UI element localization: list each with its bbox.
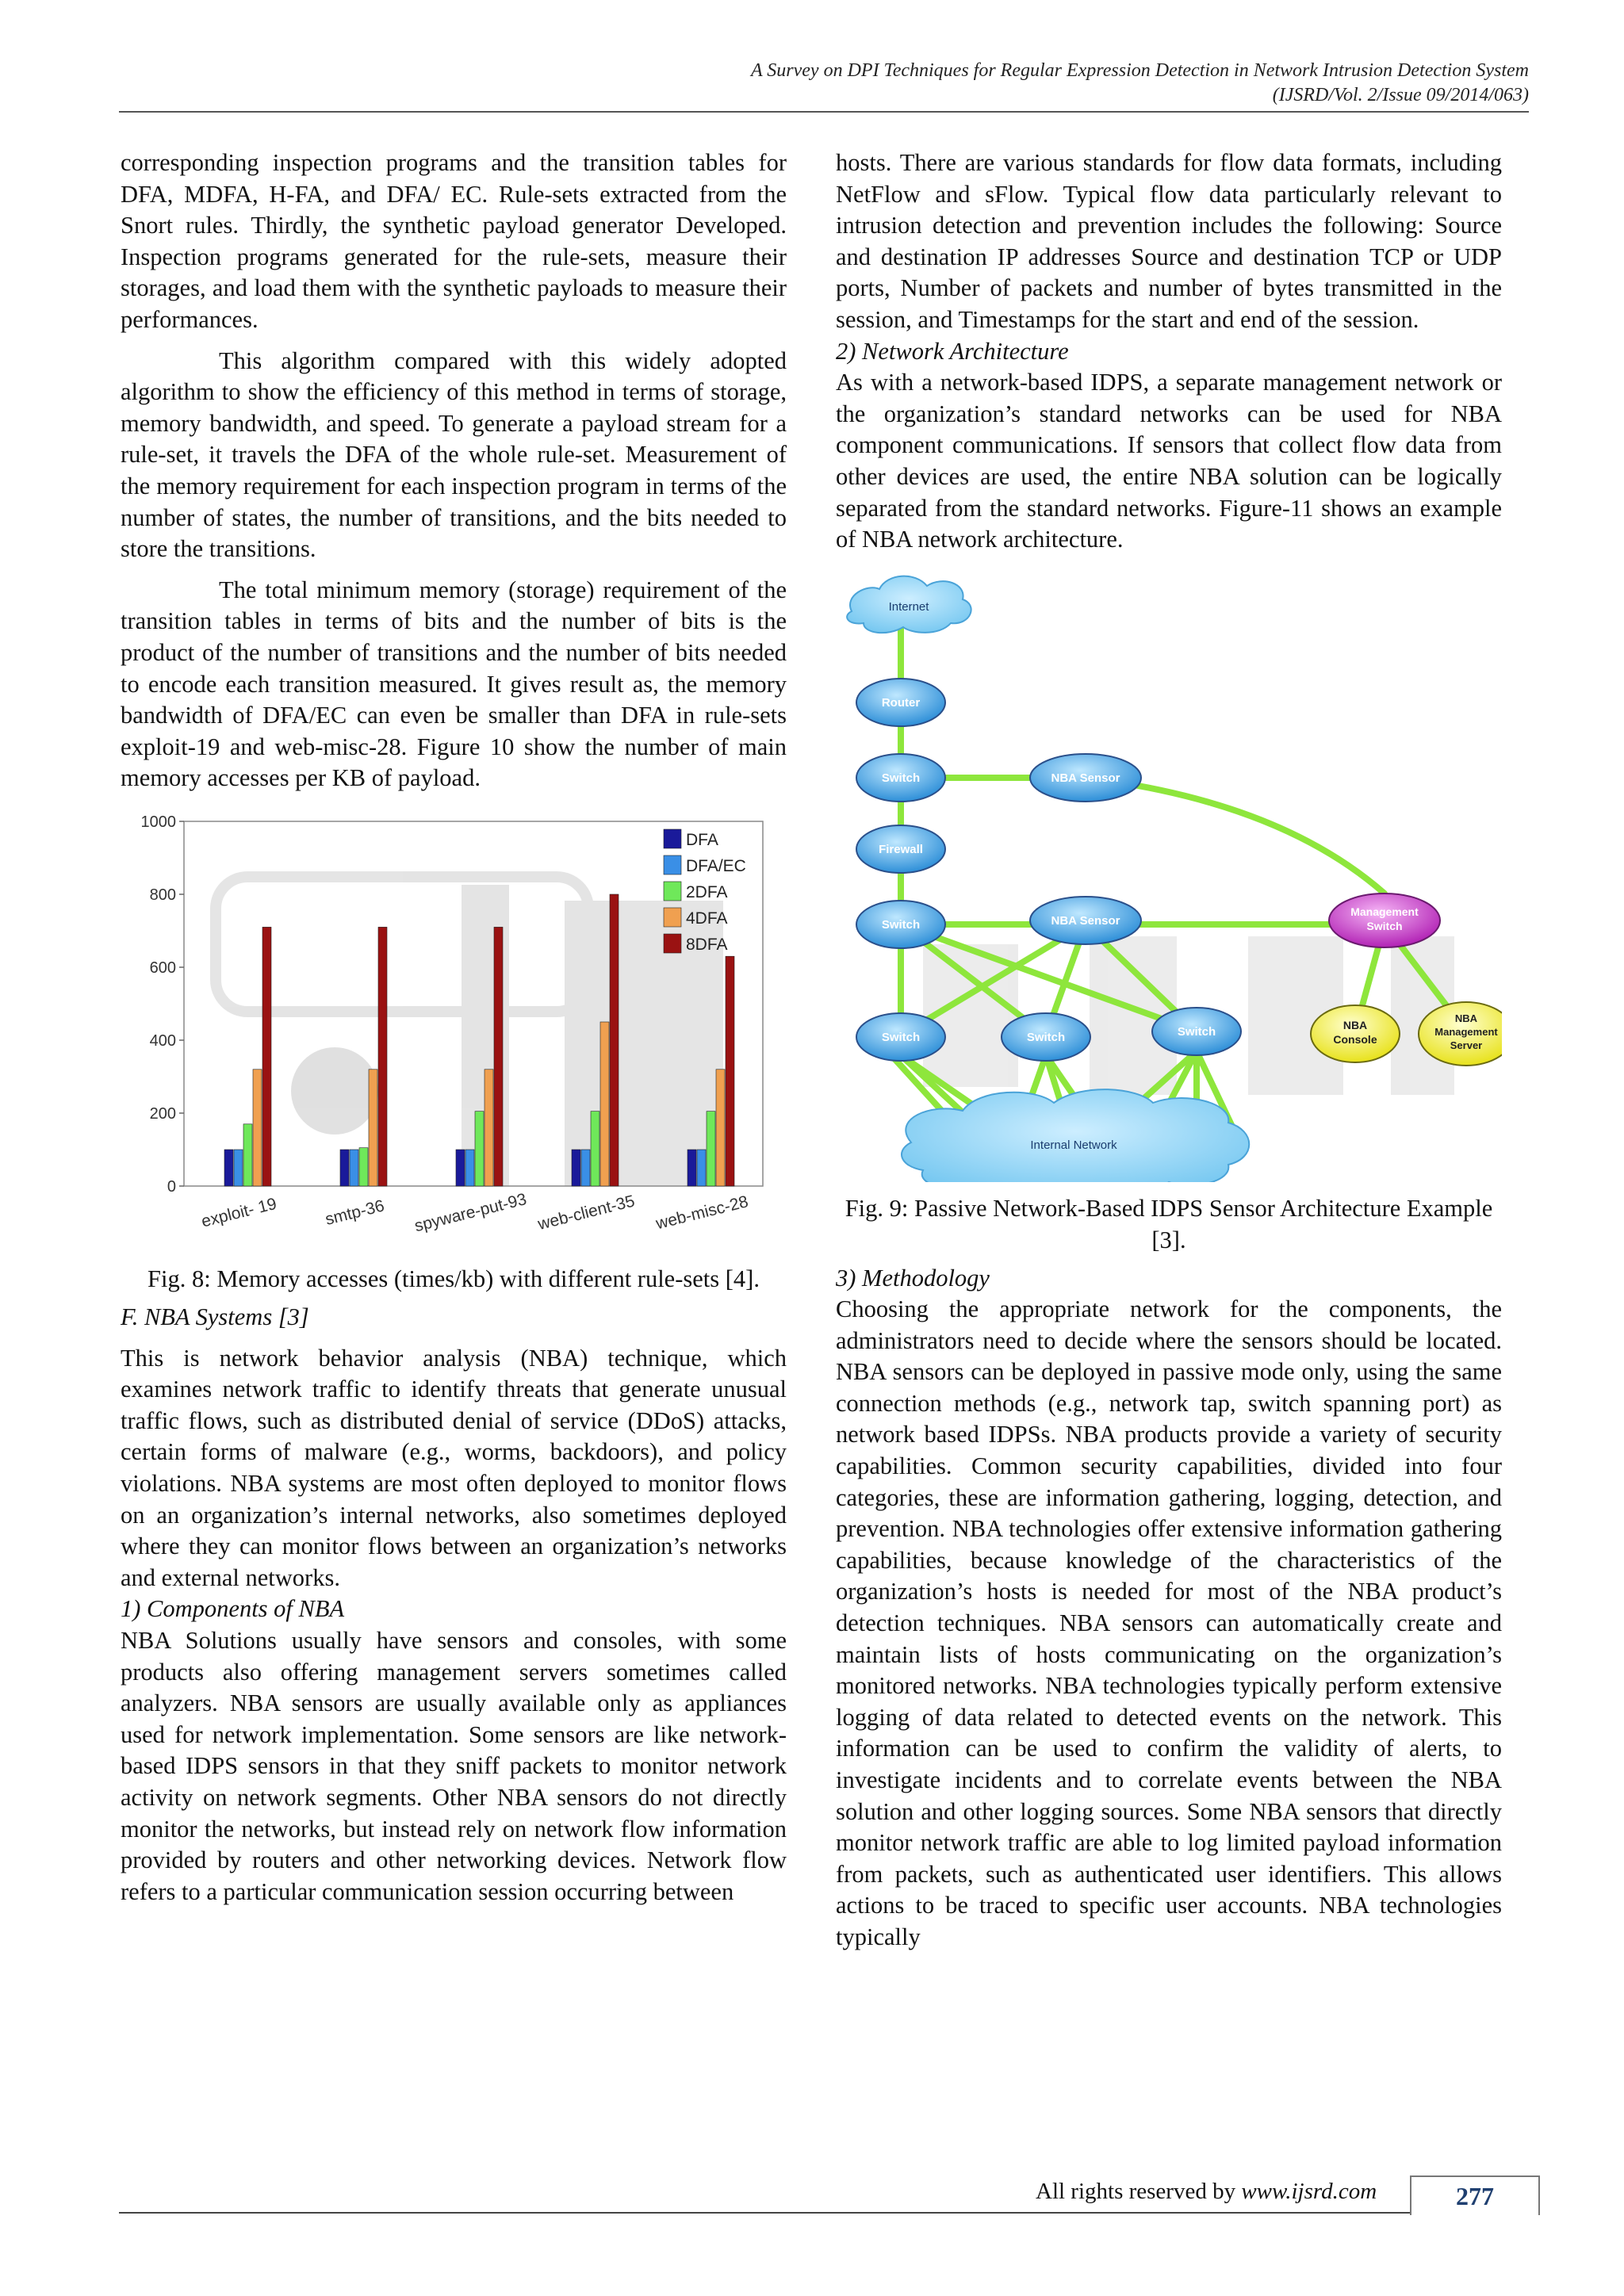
footer-site-link[interactable]: www.ijsrd.com: [1241, 2179, 1377, 2204]
left-column: [121, 147, 787, 1908]
y-tick-label: 800: [149, 886, 176, 904]
subsection-heading: 1) Components of NBA: [121, 1595, 345, 1623]
internet-cloud: [847, 576, 971, 633]
subsection-heading: 2) Network Architecture: [836, 337, 1069, 365]
internet-label: Internet: [888, 599, 929, 614]
x-category-label: smtp-36: [323, 1196, 387, 1229]
switch-label: Switch: [1177, 1024, 1216, 1039]
bar-4dfa: [600, 1022, 609, 1186]
switch-node-bottom-3: [1152, 1008, 1241, 1055]
paragraph: NBA Solutions usually have sensors and consoles, with some products also offering management servers sometimes called analyzers. NBA sensors are usually available only as appliances used for network implementation. Some sensors are like network-based IDPS sensors in that they sniff packets to monitor network activity on network segments. Other NBA sensors do not directly monitor the networks, but instead rely on network flow information provided by routers and other networking devices. Network flow refers to a particular communication session occurring between: [121, 1627, 787, 1905]
nba-sensor-node-top: [1030, 754, 1141, 802]
bar-dfa-ec: [581, 1150, 590, 1186]
nba-server-label: Server: [1450, 1039, 1483, 1051]
bar-4dfa: [369, 1070, 377, 1186]
legend-swatch: [664, 908, 681, 927]
legend-label: DFA: [686, 830, 718, 849]
paragraph: Choosing the appropriate network for the components, the administrators need to decide where the sensors should be located. NBA sensors can be deployed in passive mode only, using the same connection methods (e.g., network tap, switch spanning port) as network based IDPSs. NBA products provide a variety of security capabilities. Common security capabilities, divided into four categories, these are information gathering, logging, detection, and prevention. NBA technologies offer extensive information gathering capabilities, because knowledge of the characteristics of the organization’s hosts is needed for most of the NBA product’s detection techniques. NBA sensors can automatically create and maintain lists of hosts communicating on the organization’s monitored networks. NBA technologies typically perform extensive logging of data related to detected events on the network. This information can be used to confirm the validity of alerts, to investigate incidents and to correlate events between the NBA solution and other logging sources. Some NBA sensors that directly monitor network traffic are able to log limited payload information from packets, such as authenticated user identifiers. This allows actions to be traced to specific user accounts. NBA technologies typically: [836, 1295, 1502, 1950]
bar-dfa-ec: [697, 1150, 706, 1186]
bar-dfa: [572, 1150, 580, 1186]
section-heading-f: F. NBA Systems [3]: [121, 1303, 309, 1331]
legend-label: DFA/EC: [686, 856, 746, 875]
y-tick-label: 600: [149, 959, 176, 977]
switch-label: Switch: [881, 917, 921, 932]
firewall-node: [856, 825, 945, 873]
nba-sensor-label: NBA Sensor: [1051, 913, 1120, 928]
bar-4dfa: [485, 1070, 493, 1186]
y-tick-label: 200: [149, 1104, 176, 1123]
nba-network-diagram: [836, 564, 1502, 1182]
firewall-label: Firewall: [879, 842, 923, 856]
x-category-label: spyware-put-93: [412, 1189, 529, 1236]
figure-8: [121, 806, 787, 1258]
footer-rights-text: All rights reserved by: [1036, 2179, 1236, 2204]
header-rule: [119, 111, 1529, 113]
x-category-label: web-misc-28: [653, 1192, 750, 1234]
switch-label: Switch: [881, 771, 921, 785]
bar-8dfa: [378, 927, 387, 1186]
bar-2dfa: [359, 1148, 368, 1186]
bar-2dfa: [243, 1124, 252, 1186]
bar-8dfa: [610, 894, 619, 1186]
switch-node-bottom-2: [1002, 1013, 1090, 1061]
bar-4dfa: [253, 1070, 262, 1186]
x-category-label: web-client-35: [536, 1192, 637, 1234]
nba-server-label: NBA: [1454, 1012, 1478, 1024]
y-tick-label: 0: [167, 1177, 176, 1196]
paragraph: This is network behavior analysis (NBA) technique, which examines network traffic to identify threats that generate unusual traffic flows, such as distributed denial of service (DDoS) attacks, certain forms of malware (e.g., worms, backdoors), and policy violations. NBA systems are most often deployed to monitor flows on an organization’s internal networks, also sometimes deployed where they can monitor flows between an organization’s networks and external networks.: [121, 1344, 787, 1591]
router-node: [856, 679, 945, 726]
legend-swatch: [664, 829, 681, 848]
legend-label: 4DFA: [686, 909, 728, 928]
management-switch-node: [1329, 894, 1440, 947]
header-title: A Survey on DPI Techniques for Regular Expression Detection in Network Intrusion Detection System: [751, 60, 1529, 81]
nba-console-node: [1311, 1005, 1400, 1062]
legend-label: 8DFA: [686, 935, 728, 954]
bar-4dfa: [716, 1070, 725, 1186]
management-switch-label: Management: [1350, 905, 1419, 918]
legend-swatch: [664, 855, 681, 874]
bar-dfa-ec: [234, 1150, 243, 1186]
switch-label: Switch: [881, 1030, 921, 1044]
legend-label: 2DFA: [686, 882, 728, 901]
bar-2dfa: [707, 1112, 715, 1186]
bar-2dfa: [591, 1112, 599, 1186]
y-tick-label: 1000: [140, 813, 176, 831]
bar-dfa: [456, 1150, 465, 1186]
bar-dfa: [224, 1150, 233, 1186]
nba-sensor-node-mid: [1030, 897, 1141, 944]
header-journal: (IJSRD/Vol. 2/Issue 09/2014/063): [1272, 85, 1529, 105]
footer-rights: [1036, 2179, 1377, 2205]
bar-dfa: [688, 1150, 696, 1186]
nba-sensor-label: NBA Sensor: [1051, 771, 1120, 785]
nba-server-label: Management: [1434, 1025, 1498, 1038]
paragraph: This algorithm compared with this widely adopted algorithm to show the efficiency of this method in terms of storage, memory bandwidth, and speed. To generate a payload stream for a rule-set, it travels the DFA of the whole rule-set. Measurement of the memory requirement for each inspection program in terms of the number of states, the number of transitions, and the bits needed to store the transitions.: [121, 346, 787, 563]
nba-console-label: Console: [1333, 1032, 1377, 1046]
paragraph: corresponding inspection programs and the transition tables for DFA, MDFA, H-FA, and DFA/ EC. Rule-sets extracted from the Snort rules. Thirdly, the synthetic payload generator Developed. Inspection programs generated for the rule-sets, measure their storages, and load them with the synthetic payloads to measure their performances.: [121, 149, 787, 333]
nba-console-label: NBA: [1342, 1018, 1368, 1031]
figure-9-caption: Fig. 9: Passive Network-Based IDPS Sensor Architecture Example [3].: [845, 1195, 1493, 1253]
x-category-label: exploit- 19: [199, 1194, 279, 1231]
switch-node-mid: [856, 901, 945, 948]
y-tick-label: 400: [149, 1031, 176, 1050]
paragraph: hosts. There are various standards for flow data formats, including NetFlow and sFlow. Typical flow data particularly relevant to intrusion detection and prevention includes the following: Source and destination IP addresses Source and destination TCP or UDP ports, Number of packets and number of bytes transmitted in the session, and Timestamps for the start and end of the session.: [836, 149, 1502, 333]
bar-8dfa: [726, 956, 734, 1186]
switch-label: Switch: [1026, 1030, 1066, 1044]
bar-dfa-ec: [350, 1150, 358, 1186]
ijsrd-watermark: [216, 877, 723, 1186]
internal-network-label: Internal Network: [1030, 1138, 1117, 1152]
running-header: [751, 59, 1529, 108]
page-number: 277: [1410, 2175, 1540, 2215]
switch-node-bottom-1: [856, 1013, 945, 1061]
subsection-heading: 3) Methodology: [836, 1264, 990, 1292]
legend-swatch: [664, 882, 681, 901]
paragraph: As with a network-based IDPS, a separate management network or the organization’s standard networks can be used for NBA component communications. If sensors that collect flow data from other devices are used, the entire NBA solution can be logically separated from the standard networks. Figure-11 shows an example of NBA network architecture.: [836, 369, 1502, 553]
router-label: Router: [881, 695, 921, 710]
bar-8dfa: [262, 927, 271, 1186]
bar-dfa-ec: [465, 1150, 474, 1186]
bar-8dfa: [494, 927, 503, 1186]
memory-access-bar-chart: [121, 806, 787, 1249]
figure-8-caption: Fig. 8: Memory accesses (times/kb) with different rule-sets [4].: [147, 1265, 760, 1293]
right-column: [836, 147, 1502, 1954]
footer-rule: [119, 2212, 1529, 2214]
nba-management-server-node: [1419, 1002, 1502, 1066]
bar-dfa: [340, 1150, 349, 1186]
paragraph: The total minimum memory (storage) requirement of the transition tables in terms of bits and the number of bits is the product of the number of transitions and the number of bits needed to encode each transition measured. It gives result as, the memory bandwidth of DFA/EC can even be smaller than DFA in rule-sets exploit-19 and web-misc-28. Figure 10 show the number of main memory accesses per KB of payload.: [121, 576, 787, 792]
bar-2dfa: [475, 1112, 484, 1186]
switch-node-top: [856, 754, 945, 802]
legend-swatch: [664, 934, 681, 953]
figure-9: [836, 564, 1502, 1191]
management-switch-label: Switch: [1366, 919, 1403, 932]
